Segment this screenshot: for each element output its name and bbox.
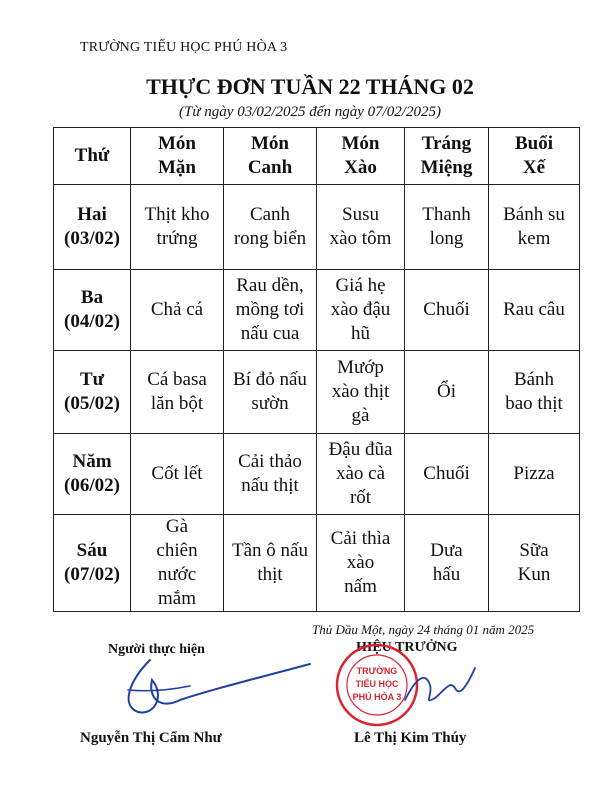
dish-cell xyxy=(131,270,224,351)
preparer-signature xyxy=(120,650,320,720)
principal-signature xyxy=(395,660,485,720)
cell-text: Thịt kho xyxy=(144,204,210,225)
column-header xyxy=(54,128,131,185)
dish-cell xyxy=(489,270,580,351)
school-name: TRƯỜNG TIỂU HỌC PHÚ HÒA 3 xyxy=(80,40,288,55)
cell-text: nấu cua xyxy=(240,323,300,344)
cell-text: Dưa xyxy=(430,540,463,561)
cell-text: xào tôm xyxy=(329,228,392,249)
cell-text: rốt xyxy=(349,487,372,508)
cell-text: Ba xyxy=(80,287,104,308)
dish-cell xyxy=(317,270,405,351)
cell-text: Pizza xyxy=(513,463,555,484)
cell-text: Gà xyxy=(165,516,189,537)
column-header-text: Món xyxy=(158,133,196,154)
column-header-text: Miệng xyxy=(420,157,473,178)
dish-cell xyxy=(405,515,489,612)
cell-text: (03/02) xyxy=(64,228,120,249)
column-header-text: Thứ xyxy=(74,145,110,166)
column-header-text: Món xyxy=(251,133,289,154)
cell-text: chiên xyxy=(156,540,198,561)
principal-name: Lê Thị Kim Thúy xyxy=(354,730,467,746)
column-header xyxy=(317,128,405,185)
dish-cell xyxy=(317,185,405,270)
dish-cell xyxy=(224,351,317,434)
column-header-text: Xế xyxy=(522,157,546,178)
column-header xyxy=(405,128,489,185)
dish-cell xyxy=(405,185,489,270)
cell-text: xào cà xyxy=(335,463,386,484)
dish-cell xyxy=(405,351,489,434)
cell-text: trứng xyxy=(156,228,198,249)
column-header xyxy=(489,128,580,185)
cell-text: Chuối xyxy=(423,463,470,484)
cell-text: Hai xyxy=(77,204,107,225)
cell-text: Tư xyxy=(79,369,105,390)
dish-cell xyxy=(317,515,405,612)
column-header-text: Xào xyxy=(344,157,377,178)
cell-text: Bí đỏ nấu xyxy=(233,369,307,390)
table-row xyxy=(54,515,580,612)
cell-text: rong biển xyxy=(233,228,307,249)
column-header-text: Mặn xyxy=(158,157,196,178)
cell-text: sườn xyxy=(251,393,289,414)
table-body xyxy=(54,185,580,612)
column-header-text: Buổi xyxy=(514,133,554,154)
dish-cell xyxy=(317,434,405,515)
dish-cell xyxy=(489,434,580,515)
dish-cell xyxy=(131,515,224,612)
cell-text: (07/02) xyxy=(64,564,120,585)
cell-text: Sữa xyxy=(519,540,549,561)
cell-text: (04/02) xyxy=(64,311,120,332)
cell-text: Mướp xyxy=(337,357,384,378)
table-row xyxy=(54,185,580,270)
dish-cell xyxy=(131,351,224,434)
page-title: THỰC ĐƠN TUẦN 22 THÁNG 02 xyxy=(146,74,474,99)
cell-text: Bánh xyxy=(513,369,555,390)
table-row xyxy=(54,351,580,434)
dish-cell xyxy=(405,434,489,515)
cell-text: long xyxy=(429,228,464,249)
cell-text: Chả cá xyxy=(150,299,204,320)
cell-text: Năm xyxy=(72,451,112,472)
cell-text: Kun xyxy=(517,564,551,585)
cell-text: (05/02) xyxy=(64,393,120,414)
cell-text: mắm xyxy=(158,588,196,609)
cell-text: Bánh su xyxy=(503,204,565,225)
day-cell xyxy=(54,515,131,612)
preparer-role: Người thực hiện xyxy=(108,642,205,657)
sign-date: Thủ Dầu Một, ngày 24 tháng 01 năm 2025 xyxy=(312,622,535,637)
cell-text: (06/02) xyxy=(64,475,120,496)
table-row xyxy=(54,434,580,515)
column-header-text: Canh xyxy=(247,157,293,178)
dish-cell xyxy=(224,434,317,515)
cell-text: Giá hẹ xyxy=(335,275,386,296)
cell-text: Cốt lết xyxy=(151,463,203,484)
cell-text: Ổi xyxy=(437,381,456,402)
dish-cell xyxy=(489,351,580,434)
day-cell xyxy=(54,434,131,515)
cell-text: kem xyxy=(517,228,551,249)
cell-text: Thanh xyxy=(422,204,471,225)
cell-text: xào đậu xyxy=(330,299,391,320)
cell-text: bao thịt xyxy=(505,393,563,414)
dish-cell xyxy=(131,434,224,515)
dish-cell xyxy=(489,185,580,270)
cell-text: nấm xyxy=(344,576,377,597)
cell-text: Cá basa xyxy=(147,369,207,390)
cell-text: Susu xyxy=(342,204,379,225)
cell-text: Chuối xyxy=(423,299,470,320)
cell-text: nước xyxy=(157,564,197,585)
cell-text: Cải thảo xyxy=(238,451,302,472)
dish-cell xyxy=(224,270,317,351)
cell-text: lăn bột xyxy=(150,393,204,414)
cell-text: Tần ô nấu xyxy=(232,540,308,561)
cell-text: Cải thìa xyxy=(330,528,391,549)
cell-text: Canh xyxy=(249,204,291,225)
cell-text: Sáu xyxy=(76,540,108,561)
cell-text: Rau câu xyxy=(503,299,565,320)
cell-text: Rau dền, xyxy=(236,275,304,296)
cell-text: gà xyxy=(351,405,370,426)
column-header xyxy=(131,128,224,185)
day-cell xyxy=(54,185,131,270)
dish-cell xyxy=(224,185,317,270)
cell-text: nấu thịt xyxy=(241,475,299,496)
day-cell xyxy=(54,270,131,351)
svg-text:TRƯỜNG: TRƯỜNG xyxy=(356,666,398,676)
dish-cell xyxy=(131,185,224,270)
dish-cell xyxy=(405,270,489,351)
cell-text: hấu xyxy=(432,564,461,585)
dish-cell xyxy=(224,515,317,612)
dish-cell xyxy=(489,515,580,612)
table-row xyxy=(54,270,580,351)
cell-text: Đậu đũa xyxy=(328,439,393,460)
svg-text:TIỂU HỌC: TIỂU HỌC xyxy=(355,679,399,689)
cell-text: thịt xyxy=(257,564,283,585)
day-cell xyxy=(54,351,131,434)
date-range: (Từ ngày 03/02/2025 đến ngày 07/02/2025) xyxy=(179,104,441,120)
menu-table xyxy=(53,127,580,612)
column-header-text: Tráng xyxy=(421,133,472,154)
cell-text: xào xyxy=(346,552,375,573)
column-header xyxy=(224,128,317,185)
table-header-row xyxy=(54,128,580,185)
dish-cell xyxy=(317,351,405,434)
preparer-name: Nguyễn Thị Cẩm Như xyxy=(80,730,222,746)
column-header-text: Món xyxy=(341,133,380,154)
svg-text:PHÚ HÒA 3: PHÚ HÒA 3 xyxy=(352,692,402,702)
cell-text: mồng tơi xyxy=(235,299,305,320)
principal-role: HIỆU TRƯỞNG xyxy=(356,640,458,655)
cell-text: xào thịt xyxy=(331,381,390,402)
cell-text: hũ xyxy=(351,323,370,344)
